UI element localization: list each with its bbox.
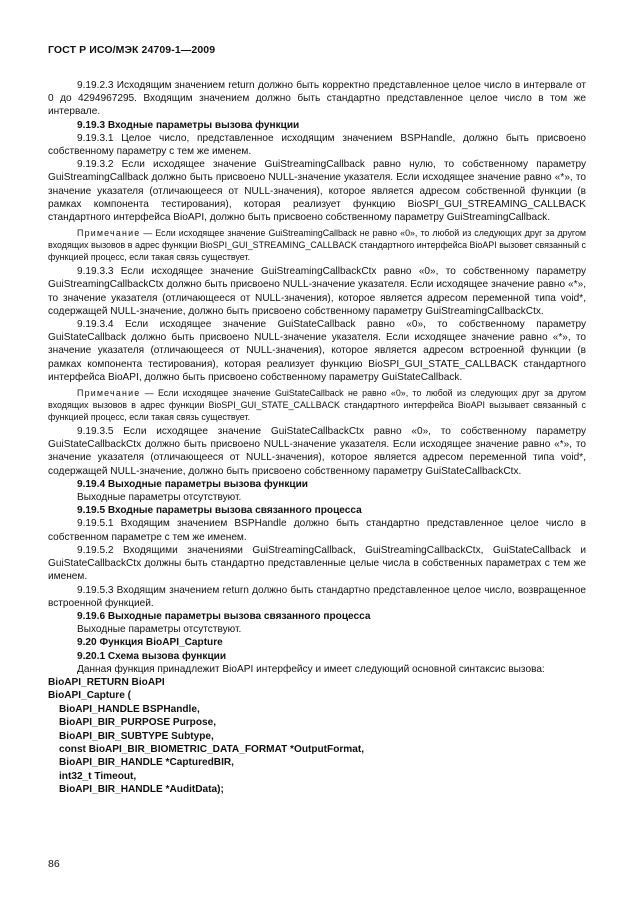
note xyxy=(48,227,586,263)
document-page xyxy=(48,44,586,797)
paragraph: 9.19.5.3 Входящим значением return должно быть стандартно представленное целое число, возвращенное встроенной функцией. xyxy=(48,584,586,609)
paragraph: 9.19.5.1 Входящим значением BSPHandle должно быть стандартно представленное целое число в собственном параметре с тем же именем. xyxy=(48,518,586,543)
note-text: — Если исходящее значение GuiStreamingCallback не равно «0», то любой из следующих друг за другом входящих вызовов в адрес функции BioSPI_GUI_STREAMING_CALLBACK стандартного интерфейса BioAPI вызовет связанный с функцией процесс, если такая связь существует. xyxy=(48,228,586,263)
code-line: const BioAPI_BIR_BIOMETRIC_DATA_FORMAT *OutputFormat, xyxy=(59,743,365,755)
paragraph: 9.19.5.2 Входящими значениями GuiStreamingCallback, GuiStreamingCallbackCtx, GuiStateCallback и GuiStateCallbackCtx должны быть стандартно представленные целые числа в собственных параметрах с тем же именем. xyxy=(48,544,586,583)
paragraph: 9.19.3.4 Если исходящее значение GuiStateCallback равно «0», то собственному параметру GuiStateCallback должно быть присвоено NULL-значение указателя. Если исходящее значение равно «*», то значение указателя (отличающееся от NULL-значения), которое является адресом встроенной функции (в рамках компонента тестирования), которая реализует функцию BioSPI_GUI_STATE_CALLBACK стандартного интерфейса BioAPI, должно быть присвоено собственному параметру GuiStateCallback. xyxy=(48,319,586,383)
paragraph: Данная функция принадлежит BioAPI интерфейсу и имеет следующий основной синтаксис вызова: xyxy=(77,663,545,675)
paragraph: 9.19.3.2 Если исходящее значение GuiStreamingCallback равно нулю, то собственному параметру GuiStreamingCallback должно быть присвоено NULL-значение указателя. Если исходящее значение равно «*», то значение указателя (отличающееся от NULL-значения), которое является адресом собственной функции (в рамках компонента тестирования), которая реализует функцию BioSPI_GUI_STREAMING_CALLBACK стандартного интерфейса BioAPI, должно быть присвоено собственному параметру GuiStreamingCallback. xyxy=(48,159,586,224)
section-heading: 9.20.1 Схема вызова функции xyxy=(77,650,227,662)
page-number: 86 xyxy=(48,858,60,870)
section-heading: 9.19.6 Выходные параметры вызова связанного процесса xyxy=(77,610,371,622)
paragraph: Выходные параметры отсутствуют. xyxy=(77,492,242,504)
code-line: BioAPI_Capture ( xyxy=(48,690,132,702)
note-text: — Если исходящее значение GuiStateCallback не равно «0», то любой из следующих друг за другом входящих вызовов в адрес функции BioSPI_GUI_STATE_CALLBACK стандартного интерфейса BioAPI вызывает связанный с функцией процесс, если такая связь существует. xyxy=(48,388,586,423)
paragraph: 9.19.3.3 Если исходящее значение GuiStreamingCallbackCtx равно «0», то собственному параметру GuiStreamingCallbackCtx должно быть присвоено NULL-значение указателя. Если исходящее значение равно «*», то значение указателя (отличающееся от NULL-значения), которое является адресом переменной типа void*, содержащей NULL-значение, должно быть присвоено собственному параметру GuiStreamingCallbackCtx. xyxy=(48,266,586,317)
paragraph: 9.19.3.1 Целое число, представленное исходящим значением BSPHandle, должно быть присвоено собственному параметру с тем же именем. xyxy=(48,132,586,158)
note-label: Примечание xyxy=(77,388,141,399)
code-line: BioAPI_BIR_HANDLE *AuditData); xyxy=(59,784,224,796)
paragraph: 9.19.2.3 Исходящим значением return должно быть корректно представленное целое число в интервале от 0 до 4294967295. Входящим значением должно быть стандартно представленное целое число в том же интервале. xyxy=(48,80,586,118)
note xyxy=(48,387,586,423)
section-heading: 9.19.4 Выходные параметры вызова функции xyxy=(77,478,309,490)
code-line: BioAPI_RETURN BioAPI xyxy=(48,676,165,688)
note-label: Примечание xyxy=(77,228,141,239)
code-line: BioAPI_HANDLE BSPHandle, xyxy=(59,703,200,715)
paragraph: Выходные параметры отсутствуют. xyxy=(77,624,242,636)
section-heading: 9.20 Функция BioAPI_Capture xyxy=(77,637,223,649)
document-header: ГОСТ Р ИСО/МЭК 24709-1—2009 xyxy=(48,44,216,56)
section-heading: 9.19.5 Входные параметры вызова связанного процесса xyxy=(77,505,362,517)
code-line: int32_t Timeout, xyxy=(59,770,137,782)
paragraph: 9.19.3.5 Если исходящее значение GuiStateCallbackCtx равно «0», то собственному параметру GuiStateCallbackCtx должно быть присвоено NULL-значение указателя. Если исходящее значение равно «*», то значение указателя (отличающееся от NULL-значения), которое является адресом переменной типа void*, содержащей NULL-значение, должно быть присвоено собственному параметру GuiStateCallbackCtx. xyxy=(48,426,586,477)
code-line: BioAPI_BIR_SUBTYPE Subtype, xyxy=(59,730,214,742)
code-line: BioAPI_BIR_HANDLE *CapturedBIR, xyxy=(59,757,234,769)
code-line: BioAPI_BIR_PURPOSE Purpose, xyxy=(59,717,217,729)
code-block xyxy=(48,676,586,797)
section-heading: 9.19.3 Входные параметры вызова функции xyxy=(77,119,300,131)
